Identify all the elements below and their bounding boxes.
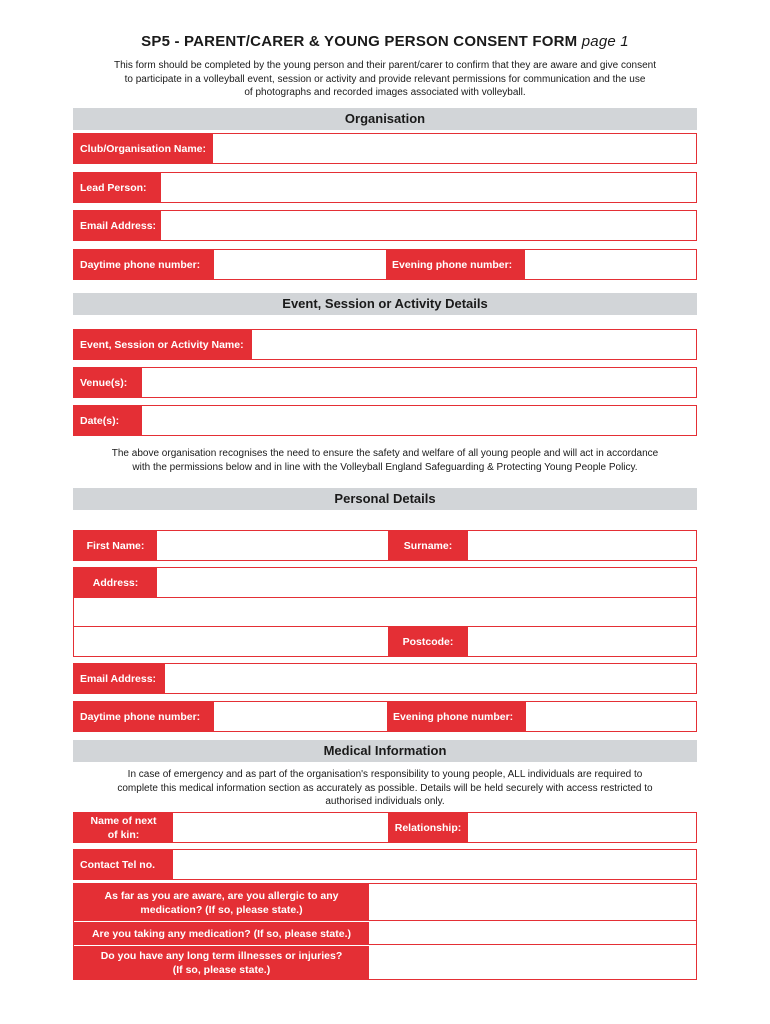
org-day-phone-label: Daytime phone number: <box>74 250 214 279</box>
contact-tel-row <box>73 849 697 880</box>
contact-tel-label: Contact Tel no. <box>74 850 173 879</box>
personal-email-label: Email Address: <box>74 664 165 693</box>
intro-line: of photographs and recorded images associated with volleyball. <box>244 87 526 98</box>
club-name-label: Club/Organisation Name: <box>74 134 213 163</box>
org-email-input[interactable] <box>161 211 696 240</box>
venue-input[interactable] <box>142 368 696 397</box>
medication-question: Are you taking any medication? (If so, please state.) <box>74 921 369 945</box>
intro-line: to participate in a volleyball event, session or activity and provide relevant permissions for communication and the use <box>124 73 646 85</box>
dates-input[interactable] <box>142 406 696 435</box>
section-organisation: Organisation <box>73 108 697 130</box>
section-event: Event, Session or Activity Details <box>73 293 697 315</box>
lead-person-row <box>73 172 697 203</box>
event-name-input[interactable] <box>252 330 696 359</box>
surname-input[interactable] <box>468 531 696 560</box>
personal-email-row <box>73 663 697 694</box>
address-input-line-3[interactable] <box>74 627 388 656</box>
org-phone-row <box>73 249 697 280</box>
personal-eve-phone-input[interactable] <box>526 702 696 731</box>
note-line: The above organisation recognises the need to ensure the safety and welfare of all young people and will act in accordance <box>111 448 659 459</box>
dates-row <box>73 405 697 436</box>
org-eve-phone-input[interactable] <box>525 250 696 279</box>
relationship-label: Relationship: <box>388 813 468 842</box>
next-of-kin-input[interactable] <box>173 813 388 842</box>
next-of-kin-label-line: of kin: <box>107 828 140 841</box>
next-of-kin-label <box>74 813 173 842</box>
lead-person-label: Lead Person: <box>74 173 161 202</box>
allergy-question-line: As far as you are aware, are you allergic to any <box>104 889 339 902</box>
first-name-label: First Name: <box>74 531 157 560</box>
address-block <box>73 567 697 657</box>
org-eve-phone-label: Evening phone number: <box>386 250 525 279</box>
org-email-label: Email Address: <box>74 211 161 240</box>
address-input-line-2[interactable] <box>74 597 696 627</box>
name-row <box>73 530 697 561</box>
event-name-label: Event, Session or Activity Name: <box>74 330 252 359</box>
lead-person-input[interactable] <box>161 173 696 202</box>
intro-paragraph <box>40 59 730 100</box>
event-name-row <box>73 329 697 360</box>
contact-tel-input[interactable] <box>173 850 696 879</box>
section-medical: Medical Information <box>73 740 697 762</box>
allergy-question-line: medication? (If so, please state.) <box>140 903 303 916</box>
postcode-label: Postcode: <box>388 627 468 656</box>
org-email-row <box>73 210 697 241</box>
illness-question-line: (If so, please state.) <box>172 963 271 976</box>
illness-answer-input[interactable] <box>369 945 696 979</box>
medical-questions-block <box>73 883 697 980</box>
form-title <box>0 33 770 50</box>
dates-label: Date(s): <box>74 406 142 435</box>
title-text: SP5 - PARENT/CARER & YOUNG PERSON CONSENT FORM <box>141 33 578 50</box>
venue-row <box>73 367 697 398</box>
illness-question <box>74 945 369 979</box>
first-name-input[interactable] <box>157 531 388 560</box>
medical-intro-line: In case of emergency and as part of the organisation's responsibility to young people, ALL individuals are required to <box>127 769 643 780</box>
surname-label: Surname: <box>388 531 468 560</box>
allergy-answer-input[interactable] <box>369 884 696 921</box>
personal-email-input[interactable] <box>165 664 696 693</box>
postcode-input[interactable] <box>468 627 696 656</box>
address-label: Address: <box>74 568 157 597</box>
medical-intro-line: complete this medical information section as accurately as possible. Details will be held securely with access restricted to <box>117 782 653 794</box>
personal-phone-row <box>73 701 697 732</box>
next-of-kin-row <box>73 812 697 843</box>
medical-intro-line: authorised individuals only. <box>325 796 445 807</box>
policy-note <box>40 447 730 474</box>
personal-day-phone-label: Daytime phone number: <box>74 702 214 731</box>
illness-question-line: Do you have any long term illnesses or injuries? <box>100 949 343 962</box>
venue-label: Venue(s): <box>74 368 142 397</box>
address-input-line-1[interactable] <box>157 568 696 597</box>
relationship-input[interactable] <box>468 813 696 842</box>
club-name-input[interactable] <box>213 134 696 163</box>
page-label: page 1 <box>581 33 629 50</box>
allergy-question <box>74 884 369 921</box>
section-personal: Personal Details <box>73 488 697 510</box>
note-line: with the permissions below and in line with the Volleyball England Safeguarding & Protecting Young People Policy. <box>132 461 638 473</box>
medication-answer-input[interactable] <box>369 921 696 945</box>
next-of-kin-label-line: Name of next <box>90 814 157 827</box>
club-name-row <box>73 133 697 164</box>
personal-eve-phone-label: Evening phone number: <box>387 702 526 731</box>
medical-intro <box>40 768 730 809</box>
intro-line: This form should be completed by the young person and their parent/carer to confirm that they are aware and give consent <box>114 60 656 71</box>
